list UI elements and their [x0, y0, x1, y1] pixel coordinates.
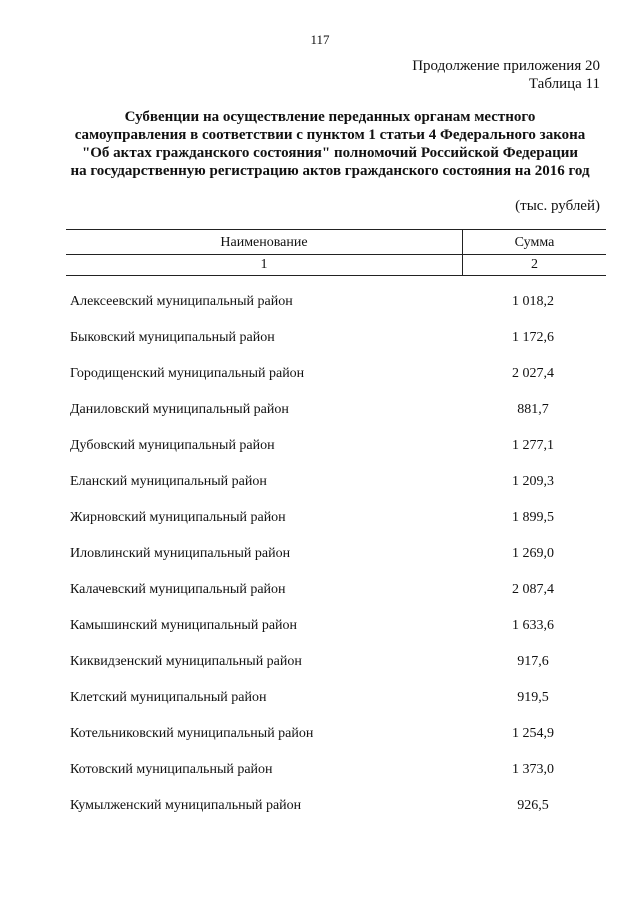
column-number-2: 2: [531, 257, 538, 272]
district-name: Алексеевский муниципальный район: [70, 294, 293, 309]
district-sum: 1 269,0: [512, 546, 554, 561]
table-row: [70, 690, 606, 726]
district-sum: 2 087,4: [512, 582, 554, 597]
table-row: [70, 510, 606, 546]
column-number-rule: [66, 275, 606, 276]
district-sum: 2 027,4: [512, 366, 554, 381]
table-row: [70, 402, 606, 438]
appendix-note: [412, 57, 600, 93]
header-rule: [66, 254, 606, 255]
district-sum: 1 209,3: [512, 474, 554, 489]
district-sum: 1 373,0: [512, 762, 554, 777]
document-title: [60, 108, 600, 180]
table-row: [70, 618, 606, 654]
district-name: Еланский муниципальный район: [70, 474, 267, 489]
table-label: Таблица 11: [528, 76, 600, 92]
appendix-continuation: Продолжение приложения 20: [412, 58, 600, 74]
table-row: [70, 582, 606, 618]
district-name: Киквидзенский муниципальный район: [70, 654, 302, 669]
table-body: [70, 294, 606, 834]
district-name: Городищенский муниципальный район: [70, 366, 305, 381]
district-name: Иловлинский муниципальный район: [70, 546, 291, 561]
district-sum: 919,5: [517, 690, 549, 705]
header-sum: Сумма: [514, 235, 555, 250]
district-sum: 1 633,6: [512, 618, 554, 633]
page-number: 117: [310, 32, 330, 47]
title-line: Субвенции на осуществление переданных органам местного: [124, 109, 536, 125]
district-name: Быковский муниципальный район: [70, 330, 275, 345]
title-line: "Об актах гражданского состояния" полномочий Российской Федерации: [81, 145, 579, 161]
units-label: (тыс. рублей): [515, 198, 600, 214]
table-row: [70, 366, 606, 402]
header-name: Наименование: [220, 235, 308, 250]
table-row: [70, 726, 606, 762]
table-row: [70, 438, 606, 474]
district-sum: 1 172,6: [512, 330, 554, 345]
district-name: Калачевский муниципальный район: [70, 582, 286, 597]
table-row: [70, 294, 606, 330]
table-row: [70, 546, 606, 582]
table-row: [70, 762, 606, 798]
district-name: Жирновский муниципальный район: [70, 510, 286, 525]
district-sum: 1 899,5: [512, 510, 554, 525]
table-top-rule: [66, 229, 606, 230]
district-name: Котовский муниципальный район: [70, 762, 273, 777]
district-sum: 926,5: [517, 798, 549, 813]
table-row: [70, 654, 606, 690]
district-sum: 1 254,9: [512, 726, 554, 741]
column-number-1: 1: [260, 257, 268, 272]
district-name: Кумылженский муниципальный район: [70, 798, 302, 813]
district-name: Котельниковский муниципальный район: [70, 726, 314, 741]
district-sum: 1 018,2: [512, 294, 554, 309]
district-name: Дубовский муниципальный район: [70, 438, 275, 453]
district-sum: 881,7: [517, 402, 549, 417]
district-sum: 1 277,1: [512, 438, 554, 453]
table-row: [70, 798, 606, 834]
title-line: на государственную регистрацию актов гражданского состояния на 2016 год: [70, 163, 590, 179]
title-line: самоуправления в соответствии с пунктом 1 статьи 4 Федерального закона: [74, 127, 586, 143]
table-row: [70, 330, 606, 366]
district-name: Клетский муниципальный район: [70, 690, 267, 705]
district-name: Даниловский муниципальный район: [70, 402, 289, 417]
district-name: Камышинский муниципальный район: [70, 618, 298, 633]
district-sum: 917,6: [517, 654, 549, 669]
table-row: [70, 474, 606, 510]
